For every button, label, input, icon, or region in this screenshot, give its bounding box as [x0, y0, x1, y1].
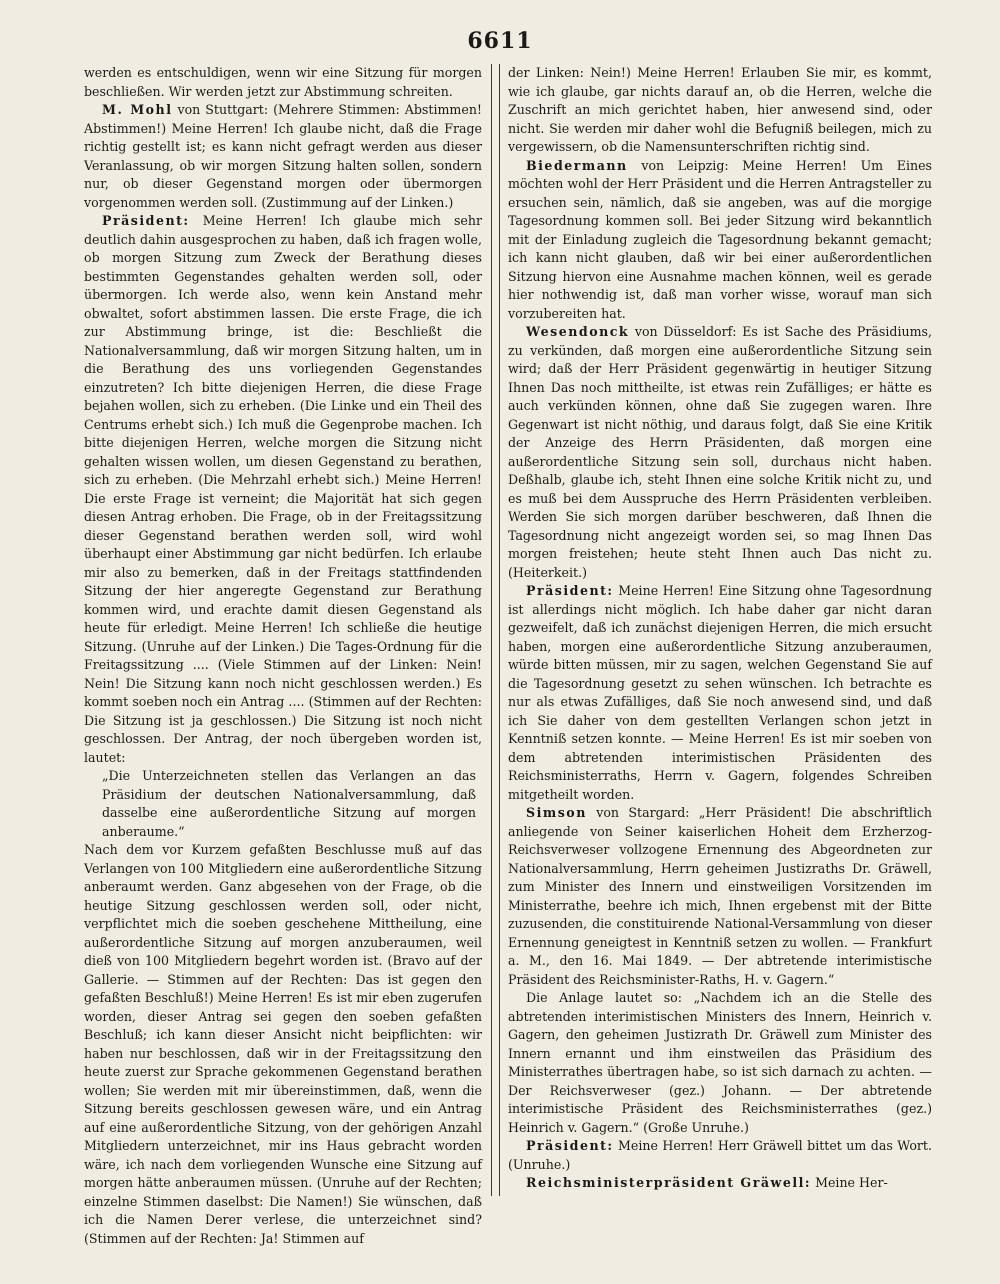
- speaker-name: M. Mohl: [102, 102, 173, 117]
- paragraph: Präsident: Meine Herren! Eine Sitzung ohne Tagesordnung ist allerdings nicht möglich. Ich habe daher gar nicht daran gezweifelt, daß ich zunächst diejenigen Herren, die mich ersucht haben, morgen eine außerordentliche Sitzung anzuberaumen, würde bitten müssen, mir zu sagen, welchen Gegenstand Sie auf die Tagesordnung gesetzt zu sehen wünschen. Ich betrachte es nur als etwas Zufälliges, daß Sie noch anwesend sind, und daß ich Sie daher von dem gestellten Verlangen schon jetzt in Kenntniß setzen konnte. — Meine Herren! Es ist mir soeben von dem abtretenden interimistischen Präsidenten des Reichsministerraths, Herrn v. Gagern, folgendes Schreiben mitgetheilt worden.: [508, 583, 932, 802]
- paragraph: der Linken: Nein!) Meine Herren! Erlauben Sie mir, es kommt, wie ich glaube, gar nichts darauf an, ob die Herren, welche die Zuschrift an mich gerichtet haben, hier anwesend sind, oder nicht. Sie werden mir daher wohl die Befugniß beilegen, mich zu vergewissern, ob die Namensunterschriften richtig sind.: [508, 65, 932, 154]
- column-divider: [491, 64, 500, 1196]
- speaker-name: Präsident:: [526, 583, 614, 598]
- paragraph: Simson von Stargard: „Herr Präsident! Die abschriftlich anliegende von Seiner kaiserlichen Hoheit dem Erzherzog-Reichsverweser vollzogene Ernennung des Abgeordneten zur Nationalversammlung, Herrn geheimen Justizraths Dr. Gräwell, zum Minister des Innern und einstweiligen Vorsitzenden im Ministerrathe, beehre ich mich, Ihnen ergebenst mit der Bitte zuzusenden, die constituirende National-Versammlung von dieser Ernennung geneigtest in Kenntniß setzen zu wollen. — Frankfurt a. M., den 16. Mai 1849. — Der abtretende interimistische Präsident des Reichsminister-Raths, H. v. Gagern.“: [508, 805, 932, 987]
- paragraph: M. Mohl von Stuttgart: (Mehrere Stimmen: Abstimmen! Abstimmen!) Meine Herren! Ich glaube nicht, daß die Frage richtig gestellt ist; es kann nicht gefragt werden aus dieser Veranlassung, ob wir morgen Sitzung halten sollen, sondern nur, ob dieser Gegenstand morgen oder übermorgen vorgenommen werden soll. (Zustimmung auf der Linken.): [84, 102, 482, 210]
- paragraph: Reichsministerpräsident Gräwell: Meine Her-: [526, 1175, 888, 1190]
- speaker-name: Biedermann: [526, 157, 628, 173]
- paragraph: werden es entschuldigen, wenn wir eine Sitzung für morgen beschließen. Wir werden jetzt zur Abstimmung schreiten.: [84, 65, 482, 99]
- speaker-name: Präsident:: [526, 1138, 614, 1153]
- paragraph: Nach dem vor Kurzem gefaßten Beschlusse muß auf das Verlangen von 100 Mitgliedern eine außerordentliche Sitzung anberaumt werden. Ganz abgesehen von der Frage, ob die heutige Sitzung geschlossen werden soll, oder nicht, verpflichtet mich die soeben geschehene Mittheilung, eine außerordentliche Sitzung auf morgen anzuberaumen, weil dieß von 100 Mitgliedern begehrt worden ist. (Bravo auf der Gallerie. — Stimmen auf der Rechten: Das ist gegen den gefaßten Beschluß!) Meine Herren! Es ist mir eben zugerufen worden, dieser Antrag sei gegen den soeben gefaßten Beschluß; ich kann dieser Ansicht nicht beipflichten: wir haben nur beschlossen, daß wir in der Freitagssitzung den heute zuerst zur Sprache gekommenen Gegenstand berathen wollen; Sie werden mit mir übereinstimmen, daß, wenn die Sitzung bereits geschlossen gewesen wäre, und ein Antrag auf eine außerordentliche Sitzung, von der gehörigen Anzahl Mitgliedern unterzeichnet, mir ins Haus gebracht worden wäre, ich nach dem vorliegenden Wunsche eine Sitzung auf morgen hätte anberaumen müssen. (Unruhe auf der Rechten; einzelne Stimmen daselbst: Die Namen!) Sie wünschen, daß ich die Namen Derer verlese, die unterzeichnet sind? (Stimmen auf der Rechten: Ja! Stimmen auf: [84, 842, 482, 1246]
- left-column: [84, 64, 482, 1246]
- quoted-motion: „Die Unterzeichneten stellen das Verlangen an das Präsidium der deutschen Nationalversammlung, daß dasselbe eine außerordentliche Sitzung auf morgen anberaume.“: [102, 768, 476, 839]
- right-column: [508, 64, 932, 1234]
- speaker-name: Reichsministerpräsident Gräwell:: [526, 1175, 812, 1190]
- speaker-name: Präsident:: [102, 213, 190, 228]
- paragraph: Präsident: Meine Herren! Ich glaube mich sehr deutlich dahin ausgesprochen zu haben, daß ich fragen wolle, ob morgen Sitzung zum Zweck der Berathung dieses bestimmten Gegenstandes gehalten werden soll, oder übermorgen. Ich werde also, wenn kein Anstand mehr obwaltet, sofort abstimmen lassen. Die erste Frage, die ich zur Abstimmung bringe, ist die: Beschließt die Nationalversammlung, daß wir morgen Sitzung halten, um in die Berathung des uns vorliegenden Gegenstandes einzutreten? Ich bitte diejenigen Herren, die diese Frage bejahen wollen, sich zu erheben. (Die Linke und ein Theil des Centrums erhebt sich.) Ich muß die Gegenprobe machen. Ich bitte diejenigen Herren, welche morgen die Sitzung nicht gehalten wissen wollen, um diesen Gegenstand zu berathen, sich zu erheben. (Die Mehrzahl erhebt sich.) Meine Herren! Die erste Frage ist verneint; die Majorität hat sich gegen diesen Antrag erhoben. Die Frage, ob in der Freitagssitzung dieser Gegenstand berathen werden soll, wird wohl überhaupt einer Abstimmung gar nicht bedürfen. Ich erlaube mir also zu bemerken, daß in der Freitags stattfindenden Sitzung der hier angeregte Gegenstand zur Berathung kommen wird, und erachte damit diesen Gegenstand als heute für erledigt. Meine Herren! Ich schließe die heutige Sitzung. (Unruhe auf der Linken.) Die Tages-Ordnung für die Freitagssitzung .... (Viele Stimmen auf der Linken: Nein! Nein! Die Sitzung kann noch nicht geschlossen werden.) Es kommt soeben noch ein Antrag .... (Stimmen auf der Rechten: Die Sitzung ist ja geschlossen.) Die Sitzung ist noch nicht geschlossen. Der Antrag, der noch übergeben worden ist, lautet:: [84, 213, 482, 765]
- speaker-name: Simson: [526, 805, 587, 820]
- page-number: 6611: [467, 28, 533, 54]
- paragraph: Wesendonck von Düsseldorf: Es ist Sache des Präsidiums, zu verkünden, daß morgen eine außerordentliche Sitzung sein wird; daß der Herr Präsident gegenwärtig in heutiger Sitzung Ihnen Das noch mittheilte, ist etwas rein Zufälliges; er hätte es auch verkünden können, ohne daß Sie zugegen waren. Ihre Gegenwart ist nicht nöthig, und daraus folgt, daß Sie eine Kritik der Anzeige des Herrn Präsidenten, daß morgen eine außerordentliche Sitzung sein soll, durchaus nicht haben. Deßhalb, glaube ich, steht Ihnen eine solche Kritik nicht zu, und es muß bei dem Ausspruche des Herrn Präsidenten verbleiben. Werden Sie sich morgen darüber beschweren, daß Ihnen die Tagesordnung nicht angezeigt worden sei, so mag Ihnen Das morgen freistehen; heute steht Ihnen auch Das nicht zu. (Heiterkeit.): [508, 324, 932, 580]
- paragraph: Biedermann von Leipzig: Meine Herren! Um Eines möchten wohl der Herr Präsident und die Herren Antragsteller zu ersuchen sein, nämlich, daß sie angeben, was auf die morgige Tagesordnung kommen soll. Bei jeder Sitzung wird bekanntlich mit der Einladung zugleich die Tagesordnung bekannt gemacht; ich kann nicht glauben, daß wir bei einer außerordentlichen Sitzung hiervon eine Ausnahme machen können, weil es gerade hier nothwendig ist, daß man vorher wisse, worauf man sich vorzubereiten hat.: [508, 157, 933, 321]
- speaker-name: Wesendonck: [526, 324, 630, 339]
- paragraph: Präsident: Meine Herren! Herr Gräwell bittet um das Wort. (Unruhe.): [508, 1138, 932, 1172]
- paragraph: Die Anlage lautet so: „Nachdem ich an die Stelle des abtretenden interimistischen Ministers des Innern, Heinrich v. Gagern, den geheimen Justizrath Dr. Gräwell zum Minister des Innern ernannt und ihm einstweilen das Präsidium des Ministerrathes übertragen habe, so ist sich darnach zu achten. — Der Reichsverweser (gez.) Johann. — Der abtretende interimistische Präsident des Reichsministerrathes (gez.) Heinrich v. Gagern.“ (Große Unruhe.): [508, 990, 932, 1135]
